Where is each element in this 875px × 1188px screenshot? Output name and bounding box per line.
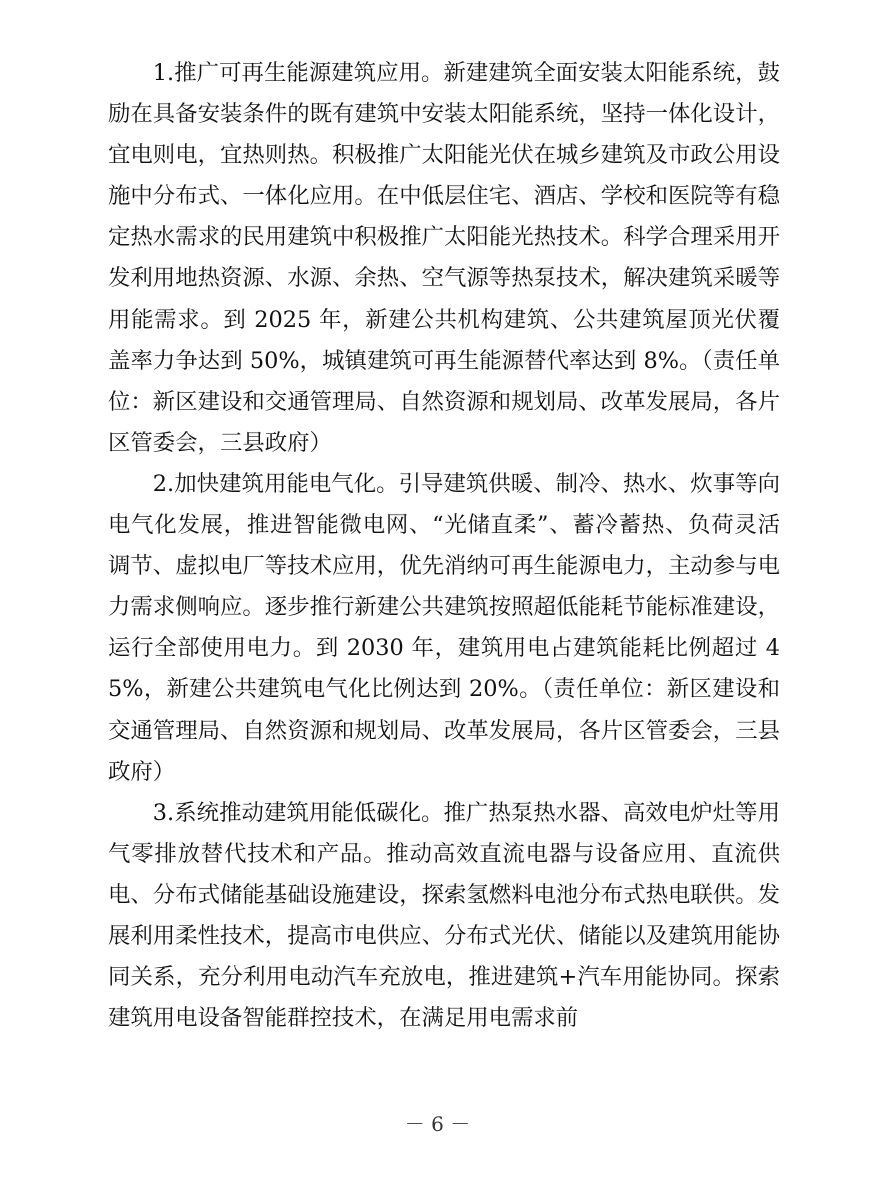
paragraph-low-carbon: 3.系统推动建筑用能低碳化。推广热泵热水器、高效电炉灶等用气零排放替代技术和产品。推动高效直流电器与设备应用、直流供电、分布式储能基础设施建设，探索氢燃料电池分布式热电联供。发展利用柔性技术，提高市电供应、分布式光伏、储能以及建筑用能协同关系，充分利用电动汽车充放电，推进建筑+汽车用能协同。探索建筑用电设备智能群控技术，在满足用电需求前 xyxy=(108,799,780,1032)
document-body xyxy=(108,53,780,1039)
paragraph-renewable-energy: 1.推广可再生能源建筑应用。新建建筑全面安装太阳能系统，鼓励在具备安装条件的既有建筑中安装太阳能系统，坚持一体化设计，宜电则电，宜热则热。积极推广太阳能光伏在城乡建筑及市政公用设施中分布式、一体化应用。在中低层住宅、酒店、学校和医院等有稳定热水需求的民用建筑中积极推广太阳能光热技术。科学合理采用开发利用地热资源、水源、余热、空气源等热泵技术，解决建筑采暖等用能需求。到 2025 年，新建公共机构建筑、公共建筑屋顶光伏覆盖率力争达到 50%，城镇建筑可再生能源替代率达到 8%。（责任单位：新区建设和交通管理局、自然资源和规划局、改革发展局，各片区管委会，三县政府） xyxy=(108,60,780,456)
paragraph-electrification: 2.加快建筑用能电气化。引导建筑供暖、制冷、热水、炊事等向电气化发展，推进智能微电网、“光储直柔”、蓄冷蓄热、负荷灵活调节、虚拟电厂等技术应用，优先消纳可再生能源电力，主动参与电力需求侧响应。逐步推行新建公共建筑按照超低能耗节能标准建设，运行全部使用电力。到 2030 年，建筑用电占建筑能耗比例超过 45%，新建公共建筑电气化比例达到 20%。（责任单位：新区建设和交通管理局、自然资源和规划局、改革发展局，各片区管委会，三县政府） xyxy=(108,470,780,785)
page-number: － 6 － xyxy=(404,1112,471,1136)
